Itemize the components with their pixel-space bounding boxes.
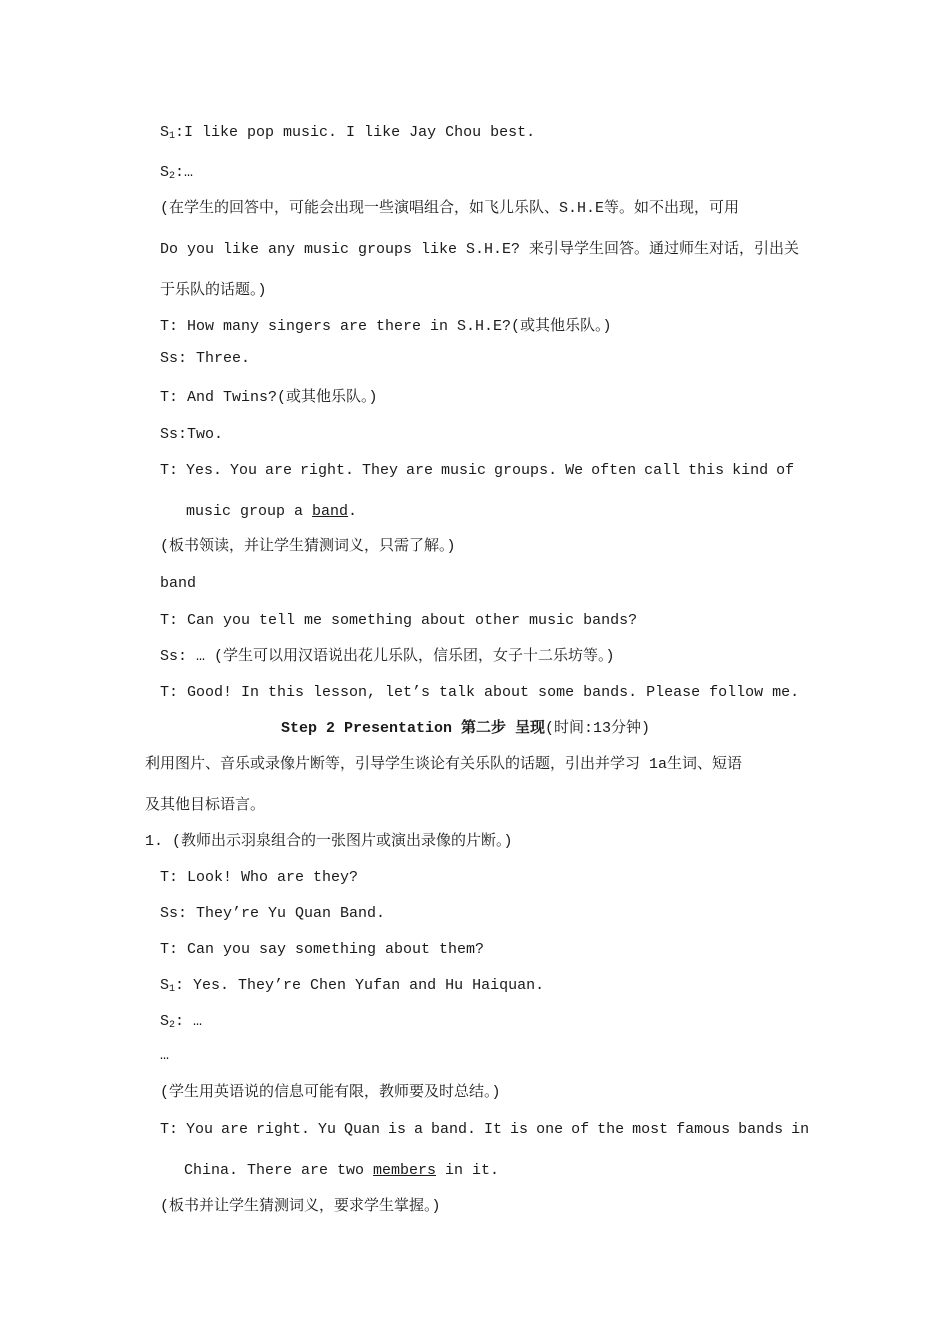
dialogue-line-famous-band: T: You are right. Yu Quan is a band. It is one of the most famous bands in (160, 1121, 810, 1138)
dialogue-line-follow-me: T: Good! In this lesson, let’s talk about some bands. Please follow me. (160, 684, 800, 701)
dialogue-line-s2-ellipsis (160, 163, 193, 187)
line-text: :… (175, 164, 194, 181)
step-title: Step 2 Presentation 第二步 呈现 (281, 720, 546, 737)
speaker-label: S (160, 1013, 170, 1030)
dialogue-line-three: Ss: Three. (160, 350, 251, 367)
vocab-band-underlined: band (312, 503, 349, 520)
ellipsis-line: … (160, 1047, 170, 1064)
dialogue-line-other-bands: T: Can you tell me something about other music bands? (160, 612, 638, 629)
dialogue-line-look: T: Look! Who are they? (160, 869, 359, 886)
vocab-members-underlined: members (373, 1162, 437, 1179)
line-text: : Yes. They’re Chen Yufan and Hu Haiquan. (175, 977, 545, 994)
line-text: in it. (436, 1162, 500, 1179)
speaker-subscript: 1 (169, 984, 176, 995)
dialogue-line-say-something: T: Can you say something about them? (160, 941, 485, 958)
note-line-3: 于乐队的话题。) (160, 282, 267, 299)
dialogue-line-music-groups: T: Yes. You are right. They are music groups. We often call this kind of (160, 462, 795, 479)
dialogue-line-how-many-singers: T: How many singers are there in S.H.E?(或其他乐队。) (160, 318, 612, 335)
speaker-label: S (160, 164, 170, 181)
note-line-2: Do you like any music groups like S.H.E? 来引导学生回答。通过师生对话，引出关 (160, 241, 800, 258)
speaker-label: S (160, 977, 170, 994)
line-text: :I like pop music. I like Jay Chou best. (175, 124, 536, 141)
line-text: music group a (186, 503, 313, 520)
note-blackboard-band: (板书领读，并让学生猜测词义，只需了解。) (160, 538, 456, 555)
instruction-line-2: 及其他目标语言。 (145, 797, 266, 814)
speaker-subscript: 1 (169, 131, 176, 142)
speaker-subscript: 2 (169, 171, 176, 182)
dialogue-line-students-chinese: Ss: … (学生可以用汉语说出花儿乐队，信乐团，女子十二乐坊等。) (160, 648, 615, 665)
numbered-item-1: 1. (教师出示羽泉组合的一张图片或演出录像的片断。) (145, 833, 513, 850)
dialogue-line-members (184, 1161, 499, 1181)
speaker-subscript: 2 (169, 1020, 176, 1031)
dialogue-line-s1-names (160, 976, 544, 1000)
dialogue-line-band-definition (186, 502, 357, 522)
dialogue-line-s2-ellipsis-2 (160, 1012, 202, 1036)
dialogue-line-twins: T: And Twins?(或其他乐队。) (160, 389, 378, 406)
dialogue-line-s1-pop-music (160, 123, 535, 147)
dialogue-line-yu-quan: Ss: They’re Yu Quan Band. (160, 905, 386, 922)
step-time: (时间:13分钟) (545, 720, 651, 737)
instruction-line-1: 利用图片、音乐或录像片断等，引导学生谈论有关乐队的话题，引出并学习 1a生词、短语 (145, 756, 743, 773)
note-summary: (学生用英语说的信息可能有限，教师要及时总结。) (160, 1084, 501, 1101)
line-text: : … (175, 1013, 203, 1030)
note-line-1: (在学生的回答中，可能会出现一些演唱组合，如飞儿乐队、S.H.E等。如不出现，可用 (160, 200, 740, 217)
speaker-label: S (160, 124, 170, 141)
line-text: . (348, 503, 358, 520)
note-blackboard-members: (板书并让学生猜测词义，要求学生掌握。) (160, 1198, 441, 1215)
dialogue-line-two: Ss:Two. (160, 426, 224, 443)
step-heading (281, 719, 650, 739)
line-text: China. There are two (184, 1162, 374, 1179)
vocab-word-band: band (160, 575, 197, 592)
